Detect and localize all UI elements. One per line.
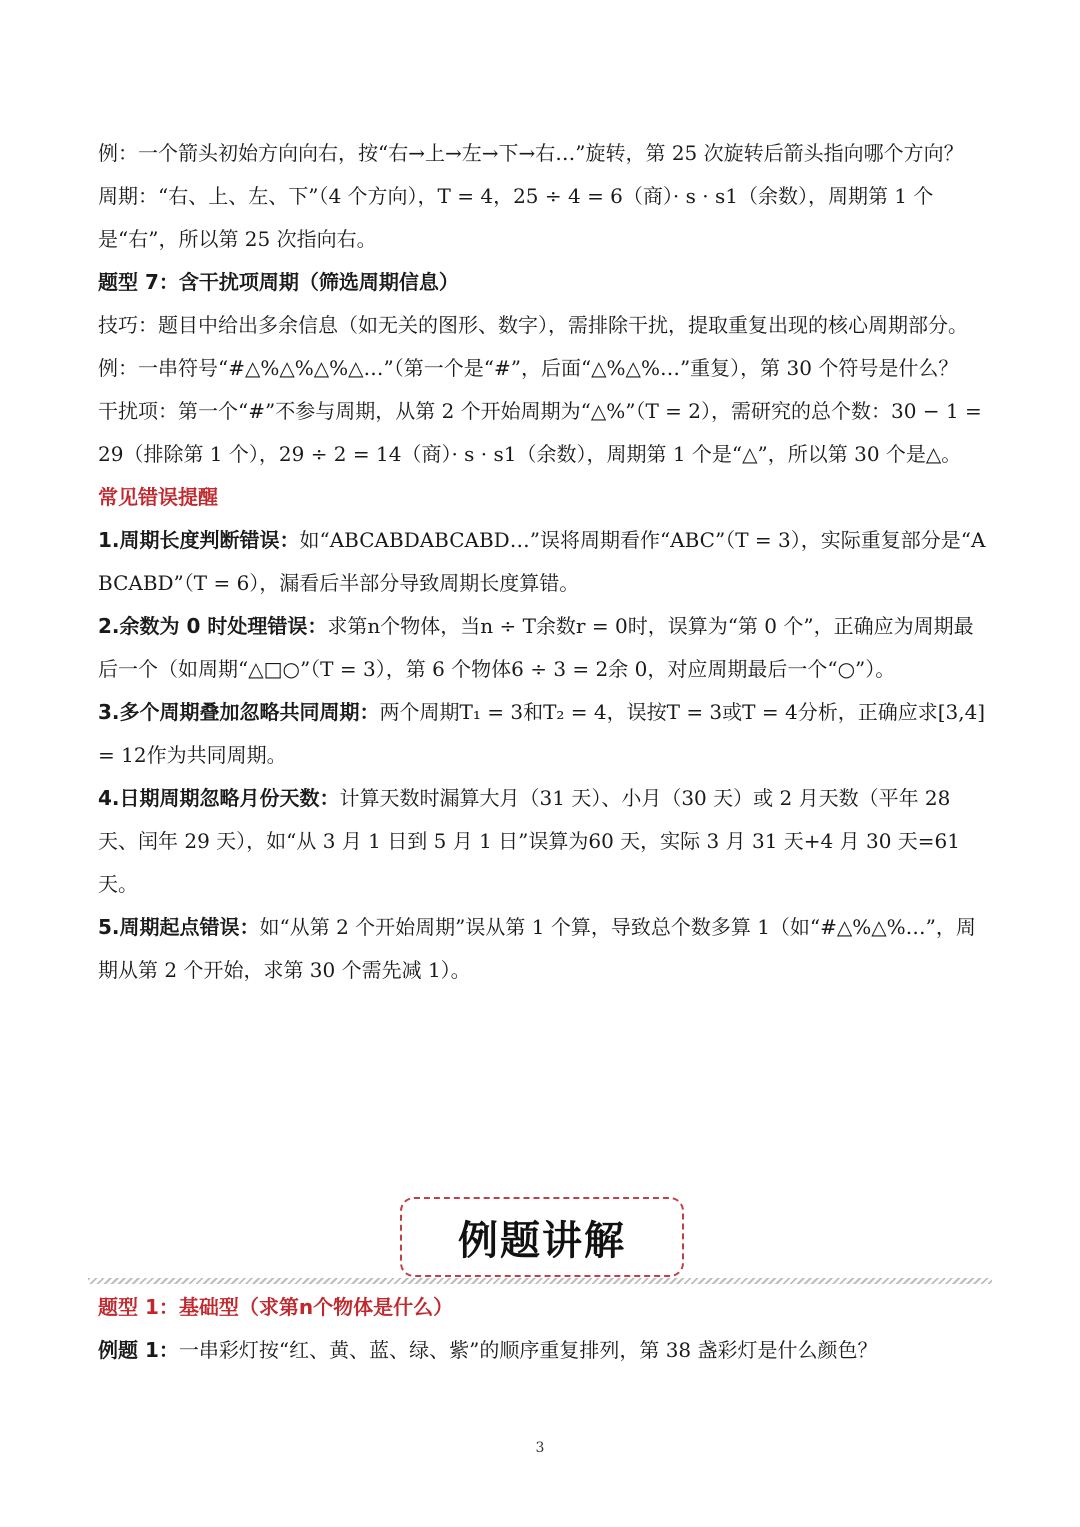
heading-type-7: 题型 7：含干扰项周期（筛选周期信息） [98, 270, 459, 294]
example-symbol-sequence: 例：一串符号“#△%△%△%△…”（第一个是“#”，后面“△%△%…”重复），第 30 个符号是什么？ [98, 356, 959, 380]
section-divider [88, 1278, 992, 1284]
error-label: 3.多个周期叠加忽略共同周期： [98, 700, 380, 724]
example-label: 例题 1： [98, 1338, 179, 1362]
error-text: 计算天数时漏算大月（31 天）、小月（30 天）或 2 月天数（平年 28 天、闰年 29 天），如“从 3 月 1 日到 5 月 1 日”误算为60 天，实际 3 月 31 天+4 月 30 天=61 天。 [98, 786, 960, 896]
heading-type-1: 题型 1：基础型（求第n个物体是什么） [98, 1295, 454, 1319]
error-text: 两个周期T₁ = 3和T₂ = 4，误按T = 3或T = 4分析，正确应求[3,4] = 12作为共同周期。 [98, 700, 986, 767]
error-item [98, 691, 986, 777]
heading-common-errors: 常见错误提醒 [98, 485, 218, 509]
example-arrow-rotation: 例：一个箭头初始方向向右，按“右→上→左→下→右…”旋转，第 25 次旋转后箭头指向哪个方向？ [98, 141, 964, 165]
error-text: 如“从第 2 个开始周期”误从第 1 个算，导致总个数多算 1（如“#△%△%…”，周期从第 2 个开始，求第 30 个需先减 1）。 [98, 915, 976, 982]
error-text: 如“ABCABDABCABD…”误将周期看作“ABC”（T = 3），实际重复部分是“ABCABD”（T = 6），漏看后半部分导致周期长度算错。 [98, 528, 986, 595]
error-item [98, 906, 986, 992]
error-label: 2.余数为 0 时处理错误： [98, 614, 328, 638]
example-text: 一串彩灯按“红、黄、蓝、绿、紫”的顺序重复排列，第 38 盏彩灯是什么颜色？ [178, 1338, 878, 1362]
period-explanation-arrow: 周期：“右、上、左、下”（4 个方向），T = 4，25 ÷ 4 = 6（商）· s · s1（余数），周期第 1 个是“右”，所以第 25 次指向右。 [98, 184, 934, 251]
example-section-banner [400, 1197, 684, 1277]
example-1 [98, 1329, 986, 1372]
error-label: 4.日期周期忽略月份天数： [98, 786, 340, 810]
error-item [98, 777, 986, 906]
error-label: 1.周期长度判断错误： [98, 528, 300, 552]
tip-interference: 技巧：题目中给出多余信息（如无关的图形、数字），需排除干扰，提取重复出现的核心周期部分。 [98, 313, 968, 337]
error-text: 求第n个物体，当n ÷ T余数r = 0时，误算为“第 0 个”，正确应为周期最后一个（如周期“△□○”（T = 3），第 6 个物体6 ÷ 3 = 2余 0，对应周期最后一个“○”）。 [98, 614, 974, 681]
main-content [98, 132, 986, 992]
error-item [98, 605, 986, 691]
error-label: 5.周期起点错误： [98, 915, 260, 939]
example-section [98, 1286, 986, 1372]
interference-explanation: 干扰项：第一个“#”不参与周期，从第 2 个开始周期为“△%”（T = 2），需研究的总个数：30 − 1 = 29（排除第 1 个），29 ÷ 2 = 14（商）· s · s1（余数），周期第 1 个是“△”，所以第 30 个是△。 [98, 399, 982, 466]
banner-title: 例题讲解 [458, 1217, 626, 1264]
error-item [98, 519, 986, 605]
page-number: 3 [535, 1440, 545, 1456]
